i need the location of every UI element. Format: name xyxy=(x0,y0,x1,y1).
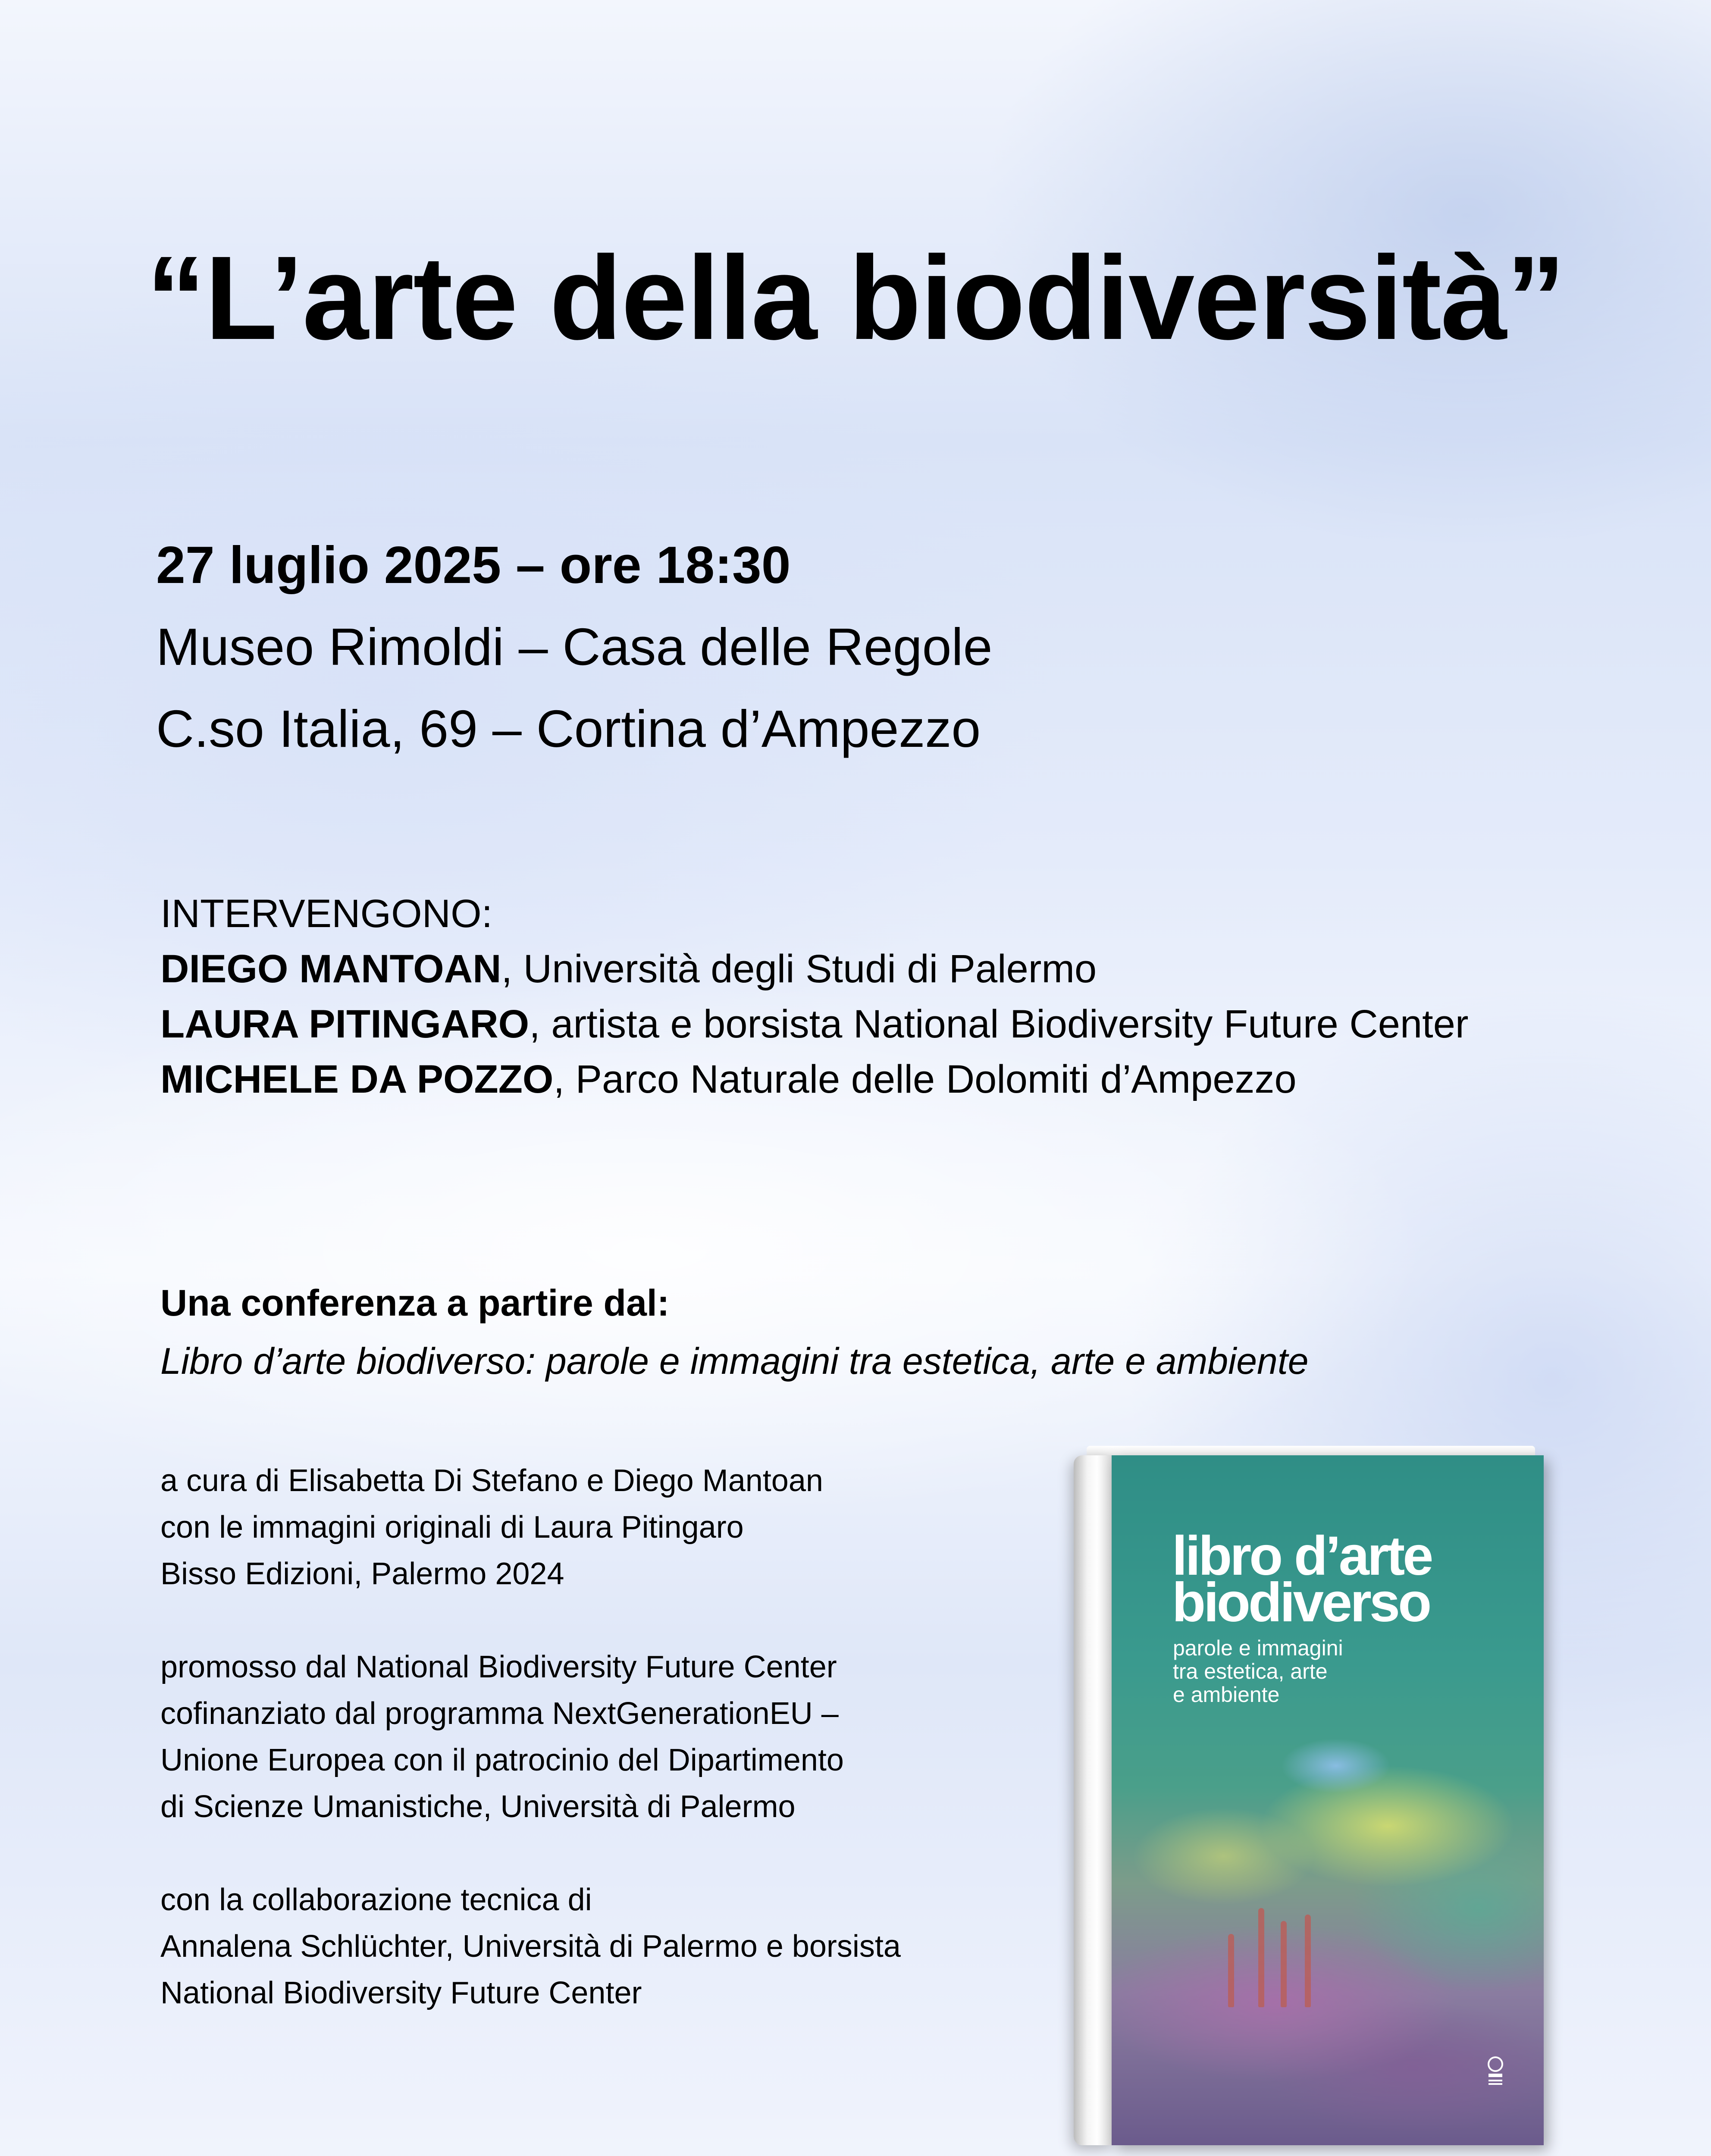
book-cover xyxy=(1112,1455,1544,2145)
book-cover-subtitle xyxy=(1173,1636,1343,1706)
credit-line: Bisso Edizioni, Palermo 2024 xyxy=(160,1557,564,1591)
conference-heading: Una conferenza a partire dal: xyxy=(160,1282,670,1324)
book-image xyxy=(1074,1455,1548,2145)
credit-line: con le immagini originali di Laura Pitingaro xyxy=(160,1510,744,1545)
speaker-role: , Università degli Studi di Palermo xyxy=(501,947,1097,991)
speaker-role: , artista e borsista National Biodiversity Future Center xyxy=(529,1002,1469,1046)
credit-line: National Biodiversity Future Center xyxy=(160,1976,642,2010)
painted-figure xyxy=(1281,1921,1287,2007)
publisher-logo-icon xyxy=(1482,2055,1508,2089)
credit-line: cofinanziato dal programma NextGenerationEU – xyxy=(160,1696,839,1731)
painted-figure xyxy=(1258,1908,1264,2007)
book-cover-title-line: libro d’arte xyxy=(1172,1525,1432,1587)
book-spine xyxy=(1074,1455,1112,2145)
credit-line: Unione Europea con il patrocinio del Dipartimento xyxy=(160,1743,844,1777)
speaker-name: DIEGO MANTOAN xyxy=(160,947,501,991)
conference-section xyxy=(160,1274,1309,1391)
book-cover-subtitle-line: tra estetica, arte xyxy=(1173,1659,1328,1683)
conference-book-title: Libro d’arte biodiverso: parole e immagini tra estetica, arte e ambiente xyxy=(160,1341,1309,1382)
speakers-section xyxy=(160,886,1469,1107)
speakers-heading: INTERVENGONO: xyxy=(160,892,493,936)
book-cover-subtitle-line: e ambiente xyxy=(1173,1683,1280,1707)
credit-line: promosso dal National Biodiversity Future Center xyxy=(160,1650,837,1684)
book-cover-title xyxy=(1172,1525,1432,1633)
event-date: 27 luglio 2025 – ore 18:30 xyxy=(156,536,791,594)
credit-line: con la collaborazione tecnica di xyxy=(160,1883,592,1917)
event-info xyxy=(156,524,992,770)
painted-figure xyxy=(1228,1934,1234,2007)
page-title: “L’arte della biodiversità” xyxy=(146,232,1565,364)
speaker-role: , Parco Naturale delle Dolomiti d’Ampezzo xyxy=(553,1057,1297,1101)
event-address: C.so Italia, 69 – Cortina d’Ampezzo xyxy=(156,699,981,758)
credit-line: a cura di Elisabetta Di Stefano e Diego Mantoan xyxy=(160,1463,823,1498)
book-cover-subtitle-line: parole e immagini xyxy=(1173,1636,1343,1660)
event-venue: Museo Rimoldi – Casa delle Regole xyxy=(156,617,993,676)
speaker-item xyxy=(160,1052,1469,1107)
speaker-name: LAURA PITINGARO xyxy=(160,1002,530,1046)
painted-figure xyxy=(1305,1915,1311,2007)
book-cover-title-line: biodiverso xyxy=(1172,1572,1430,1633)
speaker-item xyxy=(160,941,1469,997)
credit-line: di Scienze Umanistiche, Università di Palermo xyxy=(160,1789,796,1824)
credits-section xyxy=(160,1457,901,2016)
speaker-item xyxy=(160,997,1469,1052)
speaker-name: MICHELE DA POZZO xyxy=(160,1057,554,1101)
credit-line: Annalena Schlüchter, Università di Palermo e borsista xyxy=(160,1929,901,1964)
